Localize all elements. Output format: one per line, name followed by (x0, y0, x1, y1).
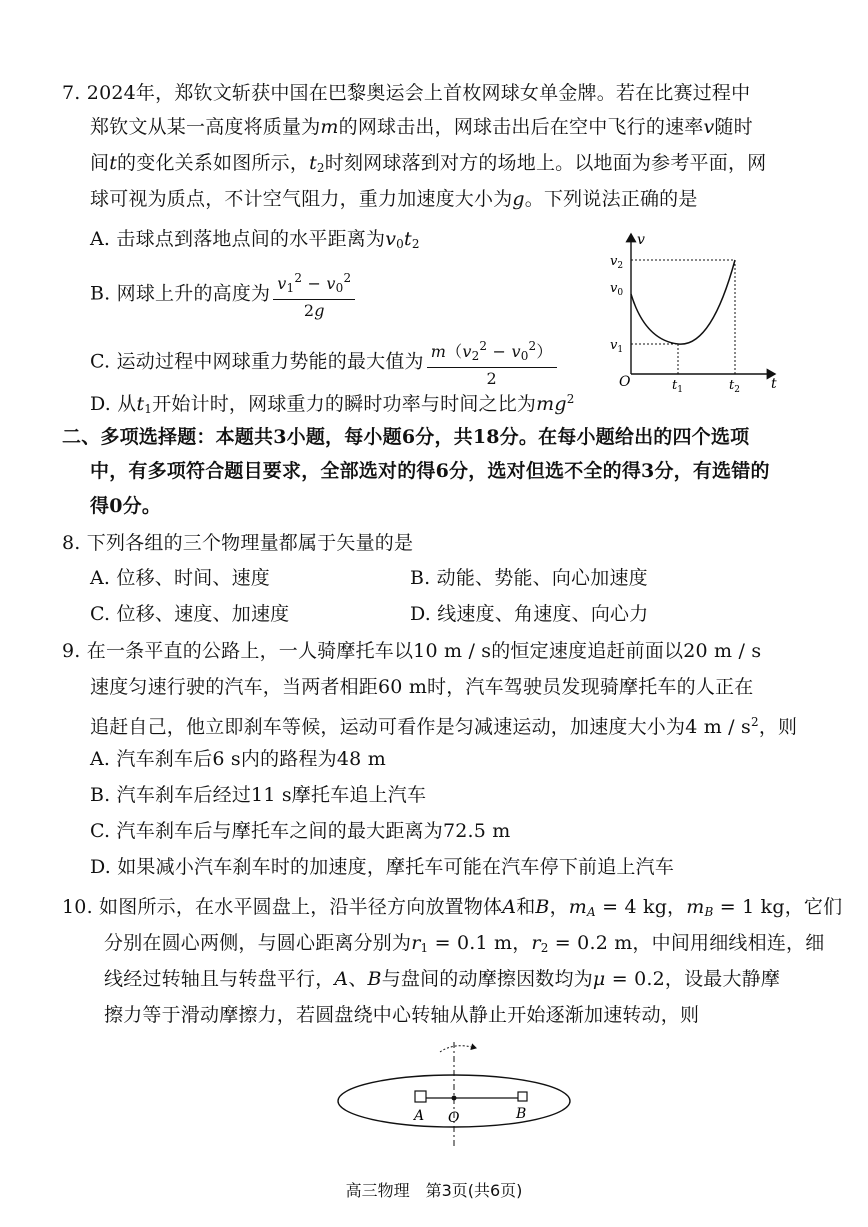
q7-option-d: D. 从$t_1$开始计时，网球重力的瞬时功率与时间之比为$mg^2$ (90, 392, 575, 416)
q7-stem-line-2: 郑钦文从某一高度将质量为m的网球击出，网球击出后在空中飞行的速率v随时 (90, 116, 753, 138)
q8-option-b: B. 动能、势能、向心加速度 (410, 567, 648, 589)
q7-stem-line-3: 间t的变化关系如图所示，$t_2$时刻网球落到对方的场地上。以地面为参考平面，网 (90, 152, 767, 175)
rotation-arrow (440, 1046, 476, 1052)
q10-stem-line-2: 分别在圆心两侧，与圆心距离分别为$r_1 = 0.1$ m，$r_2 = 0.2$ m，中间用细线相连，细 (104, 932, 825, 955)
q7-stem-line-4: 球可视为质点，不计空气阻力，重力加速度大小为g。下列说法正确的是 (90, 188, 698, 210)
q9-option-b: B. 汽车刹车后经过11 s摩托车追上汽车 (90, 784, 427, 806)
block-a (415, 1091, 426, 1102)
speed-curve (631, 260, 735, 344)
section2-line-1: 二、多项选择题：本题共3小题，每小题6分，共18分。在每小题给出的四个选项 (62, 426, 750, 448)
q7-stem-line-1: 7. 2024年，郑钦文斩获中国在巴黎奥运会上首枚网球女单金牌。若在比赛过程中 (62, 82, 751, 104)
q9-stem-line-2: 速度匀速行驶的汽车，当两者相距60 m时，汽车驾驶员发现骑摩托车的人正在 (90, 676, 754, 698)
q8-option-c: C. 位移、速度、加速度 (90, 603, 290, 625)
q8-stem: 8. 下列各组的三个物理量都属于矢量的是 (62, 532, 414, 554)
section2-line-2: 中，有多项符合题目要求，全部选对的得6分，选对但选不全的得3分，有选错的 (90, 460, 770, 482)
q9-stem-line-3: 追赶自己，他立即刹车等候，运动可看作是匀减速运动，加速度大小为4 m / $s^2$，则 (90, 715, 798, 738)
q7-option-c: C. 运动过程中网球重力势能的最大值为 $\frac{m(v_2^2 - v_0^2)}{2}$ (90, 336, 557, 389)
t2-label: $t_2$ (729, 378, 740, 395)
q9-option-c: C. 汽车刹车后与摩托车之间的最大距离为72.5 m (90, 820, 511, 842)
q9-option-a: A. 汽车刹车后6 s内的路程为48 m (90, 748, 386, 770)
q7-number: 7. (62, 82, 81, 104)
section2-line-3: 得0分。 (90, 495, 162, 517)
q10-stem-line-1: 10. 如图所示，在水平圆盘上，沿半径方向放置物体A和B，$m_A = 4$ kg，$m_B = 1$ kg，它们 (62, 896, 843, 919)
v-axis-label: v (637, 232, 645, 248)
label-a: A (414, 1108, 425, 1124)
q10-stem-line-4: 擦力等于滑动摩擦力，若圆盘绕中心转轴从静止开始逐渐加速转动，则 (104, 1004, 700, 1026)
q7-option-b-fraction: $\frac{v_1^2 - v_0^2}{2g}$ (273, 268, 355, 321)
q8-option-d: D. 线速度、角速度、向心力 (410, 603, 649, 625)
q7-option-a: A. 击球点到落地点间的水平距离为$v_0t_2$ (90, 228, 420, 251)
q10-stem-line-3: 线经过转轴且与转盘平行，A、B与盘间的动摩擦因数均为μ = 0.2，设最大静摩 (104, 968, 781, 990)
v1-label: $v_1$ (610, 338, 624, 355)
v0-label: $v_0$ (610, 281, 624, 298)
t-axis-label: t (771, 376, 777, 392)
label-o: O (448, 1110, 460, 1126)
center-point (452, 1096, 457, 1101)
q7-option-b: B. 网球上升的高度为 $\frac{v_1^2 - v_0^2}{2g}$ (90, 268, 355, 321)
label-b: B (516, 1106, 527, 1122)
q7-option-c-fraction: $\frac{m(v_2^2 - v_0^2)}{2}$ (427, 336, 557, 389)
q9-option-d: D. 如果减小汽车刹车时的加速度，摩托车可能在汽车停下前追上汽车 (90, 856, 675, 878)
q9-stem-line-1: 9. 在一条平直的公路上，一人骑摩托车以10 m / s的恒定速度追赶前面以20 m / s (62, 640, 762, 662)
t1-label: $t_1$ (672, 378, 683, 395)
page-footer: 高三物理 第3页(共6页) (345, 1181, 523, 1200)
block-b (518, 1092, 527, 1101)
rotating-disk-figure (330, 1038, 590, 1150)
origin-label: O (619, 374, 631, 390)
velocity-time-graph (605, 228, 785, 396)
v2-label: $v_2$ (610, 254, 624, 271)
q8-option-a: A. 位移、时间、速度 (90, 567, 271, 589)
